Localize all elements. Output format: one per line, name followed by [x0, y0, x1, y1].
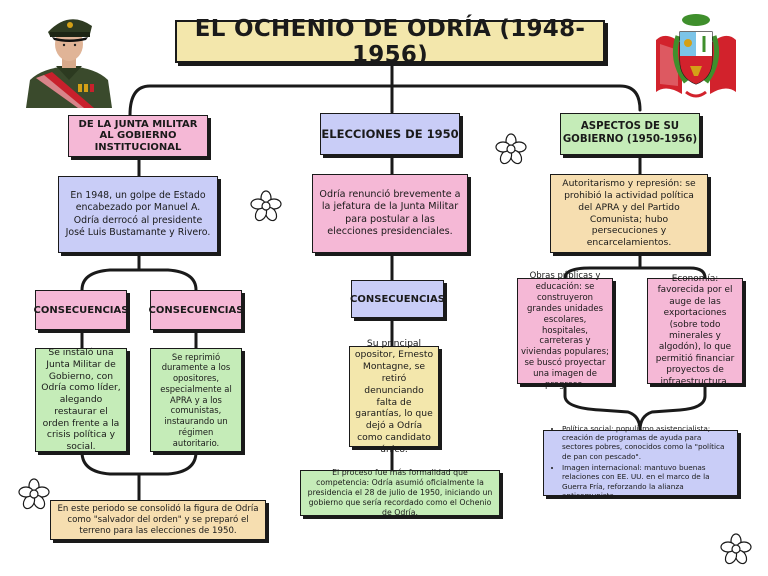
- flower-icon: [250, 190, 282, 222]
- col1-consequences-right-label-text: CONSECUENCIAS: [148, 304, 244, 316]
- flower-icon: [720, 533, 752, 565]
- col1-consequences-left-label: [35, 290, 127, 330]
- col1-intro-text: En 1948, un golpe de Estado encabezado por Manuel A. Odría derrocó al presidente José Luis Bustamante y Rivero.: [65, 190, 211, 238]
- col1-consequence-left-text-content: Se instaló una Junta Militar de Gobierno, con Odría como líder, alegando restaurar el orden frente a la crisis política y social.: [41, 347, 121, 453]
- col3-left-text: [517, 271, 613, 390]
- col2-summary-text: El proceso fue más formalidad que competencia: Odría asumió oficialmente la presidencia el 28 de julio de 1950, iniciando un gobierno que sería recordado como el Ochenio de Odría.: [307, 468, 493, 517]
- col2-intro: [312, 174, 468, 253]
- col2-consequence-text: [349, 337, 439, 455]
- col2-consequences-label-text: CONSECUENCIAS: [350, 293, 445, 305]
- col3-header: [560, 113, 700, 155]
- col3-intro: [550, 174, 708, 253]
- col1-summary: [50, 500, 266, 540]
- col2-consequences-label: [351, 280, 444, 318]
- coat-of-arms-icon: [652, 10, 740, 102]
- col1-intro: [58, 176, 218, 253]
- page-title: [175, 15, 605, 68]
- col1-consequence-left-text: [35, 348, 127, 452]
- col3-bullet-item: • Política social: populismo asistencialista; creación de programas de ayuda para sectores pobres, conocidos como la "política de pan con pescado".: [562, 424, 733, 461]
- col3-intro-text: Autoritarismo y represión: se prohibió la actividad política del APRA y del Partido Comunista; hubo persecuciones y encarcelamientos.: [562, 178, 696, 249]
- col1-header-text: DE LA JUNTA MILITAR AL GOBIERNO INSTITUCIONAL: [78, 118, 198, 153]
- portrait-image: [22, 8, 116, 108]
- flower-icon: [495, 133, 527, 165]
- col3-bullet-item: • Imagen internacional: mantuvo buenas relaciones con EE. UU. en el marco de la Guerra Fría, reforzando la alianza anticomunista.: [562, 463, 733, 500]
- col2-summary: [300, 470, 500, 516]
- flower-icon: [18, 478, 50, 510]
- col1-consequences-right-label: [150, 290, 242, 330]
- col3-header-text: ASPECTOS DE SU GOBIERNO (1950-1956): [562, 121, 698, 145]
- col2-header: [320, 113, 460, 155]
- col3-bullets: [543, 423, 738, 500]
- col1-consequence-right-text: [150, 348, 242, 452]
- col3-left-text-content: Obras públicas y educación: se construyeron grandes unidades escolares, hospitales, carreteras y viviendas populares; se buscó proyectar una imagen de progreso.: [521, 271, 609, 390]
- col1-consequences-left-label-text: CONSECUENCIAS: [33, 304, 129, 316]
- col2-consequence-text-content: Su principal opositor, Ernesto Montagne, se retiró denunciando falta de garantías, lo que dejó a Odría como candidato único.: [354, 337, 434, 455]
- col2-intro-text: Odría renunció brevemente a la jefatura de la Junta Militar para postular a las elecciones presidenciales.: [319, 188, 461, 237]
- col3-right-text: [647, 274, 743, 387]
- col1-header: [68, 115, 208, 157]
- col3-bullet-list: [548, 424, 733, 503]
- col1-summary-text: En este periodo se consolidó la figura de Odría como "salvador del orden" y se preparó el terreno para las elecciones de 1950.: [57, 503, 259, 536]
- col2-header-text: ELECCIONES DE 1950: [321, 126, 459, 141]
- col1-consequence-right-text-content: Se reprimió duramente a los opositores, especialmente al APRA y a los comunistas, instaurando un régimen autoritario.: [160, 351, 232, 448]
- page-title-text: EL OCHENIO DE ODRÍA (1948-1956): [194, 15, 586, 68]
- col3-right-text-content: Economía: favorecida por el auge de las exportaciones (sobre todo minerales y algodón), lo que permitió financiar proyectos de infraestructura.: [655, 274, 735, 387]
